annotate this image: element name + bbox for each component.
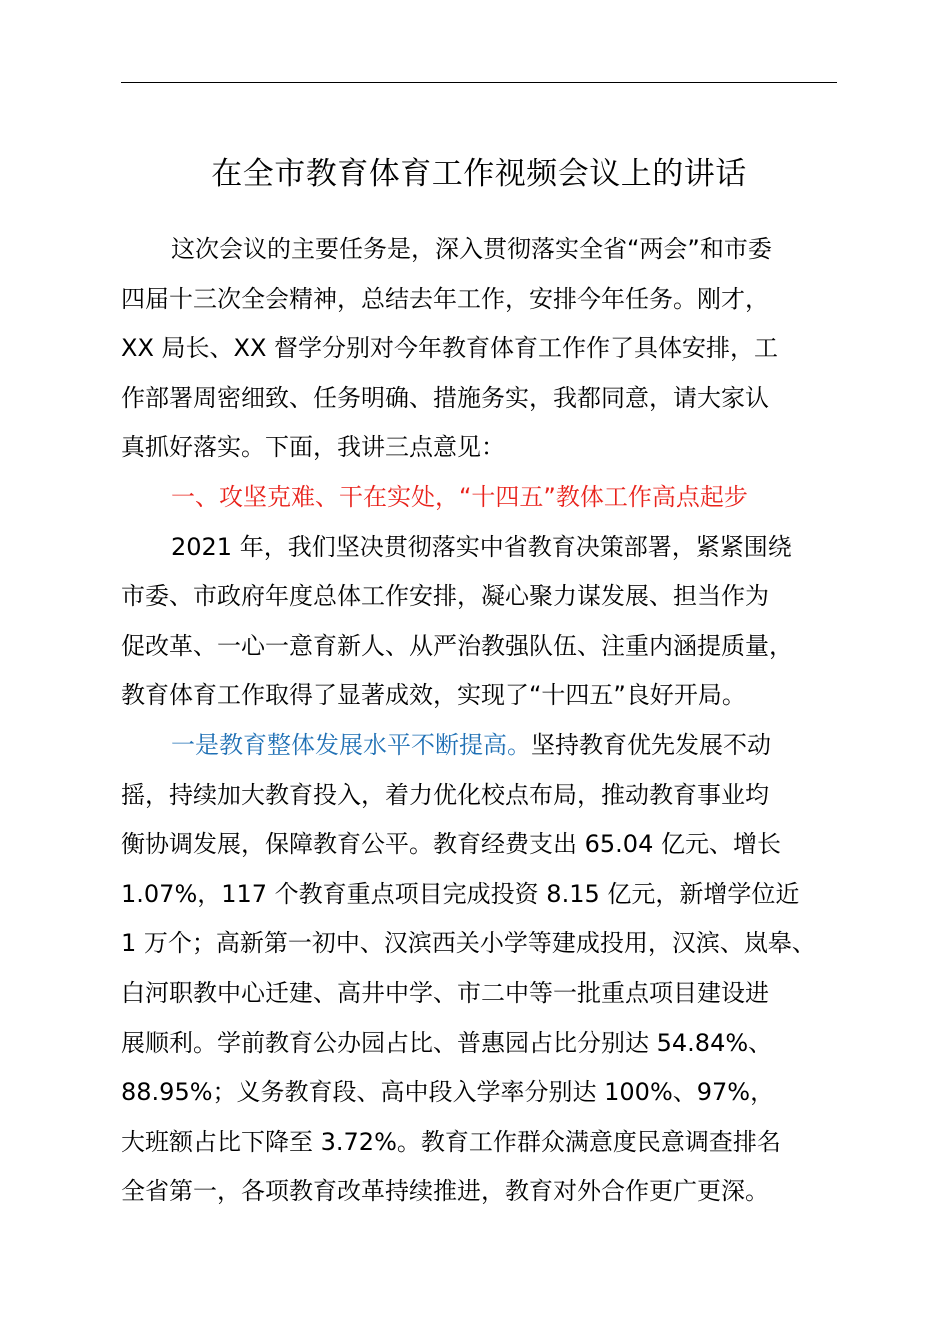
text-line: 全省第一，各项教育改革持续推进，教育对外合作更广更深。 <box>121 1177 769 1206</box>
section-1-paragraph <box>121 523 837 721</box>
point-1-paragraph <box>121 721 837 1217</box>
text-line: 作部署周密细致、任务明确、措施务实，我都同意，请大家认 <box>121 383 769 412</box>
text-line: 四届十三次全会精神，总结去年工作，安排今年任务。刚才， <box>121 284 769 313</box>
section-1-heading: 一、攻坚克难、干在实处，“十四五”教体工作高点起步 <box>171 482 748 511</box>
text-line: 这次会议的主要任务是，深入贯彻落实全省“两会”和市委 <box>171 235 772 263</box>
text-line: 市委、市政府年度总体工作安排，凝心聚力谋发展、担当作为 <box>121 582 769 611</box>
text-line: 展顺利。学前教育公办园占比、普惠园占比分别达 54.84%、 <box>121 1028 773 1057</box>
text-line: 2021 年，我们坚决贯彻落实中省教育决策部署，紧紧围绕 <box>171 532 792 561</box>
intro-paragraph <box>121 225 837 473</box>
text-line: 摇，持续加大教育投入，着力优化校点布局，推动教育事业均 <box>121 780 769 809</box>
text-line: 促改革、一心一意育新人、从严治教强队伍、注重内涵提质量， <box>121 631 793 660</box>
text-line: 88.95%；义务教育段、高中段入学率分别达 100%、97%， <box>121 1078 775 1107</box>
text-line: 1 万个；高新第一初中、汉滨西关小学等建成投用，汉滨、岚皋、 <box>121 929 816 958</box>
header-rule <box>121 82 837 83</box>
document-title: 在全市教育体育工作视频会议上的讲话 <box>211 156 747 192</box>
text-line: 教育体育工作取得了显著成效，实现了“十四五”良好开局。 <box>121 681 746 710</box>
text-line: 衡协调发展，保障教育公平。教育经费支出 65.04 亿元、增长 <box>121 830 781 859</box>
point-1-first-line <box>121 721 837 771</box>
text-line: 1.07%，117 个教育重点项目完成投资 8.15 亿元，新增学位近 <box>121 879 800 908</box>
text-line: 大班额占比下降至 3.72%。教育工作群众满意度民意调查排名 <box>121 1127 781 1156</box>
text-line: 白河职教中心迁建、高井中学、市二中等一批重点项目建设进 <box>121 978 769 1007</box>
section-1-heading-paragraph <box>121 473 837 523</box>
text-line: 真抓好落实。下面，我讲三点意见： <box>121 433 505 462</box>
point-1-first-line-text: 坚持教育优先发展不动 <box>531 730 771 759</box>
text-line: XX 局长、XX 督学分别对今年教育体育工作作了具体安排，工 <box>121 334 779 363</box>
document-body <box>121 225 837 1217</box>
point-1-heading: 一是教育整体发展水平不断提高。 <box>171 730 531 759</box>
